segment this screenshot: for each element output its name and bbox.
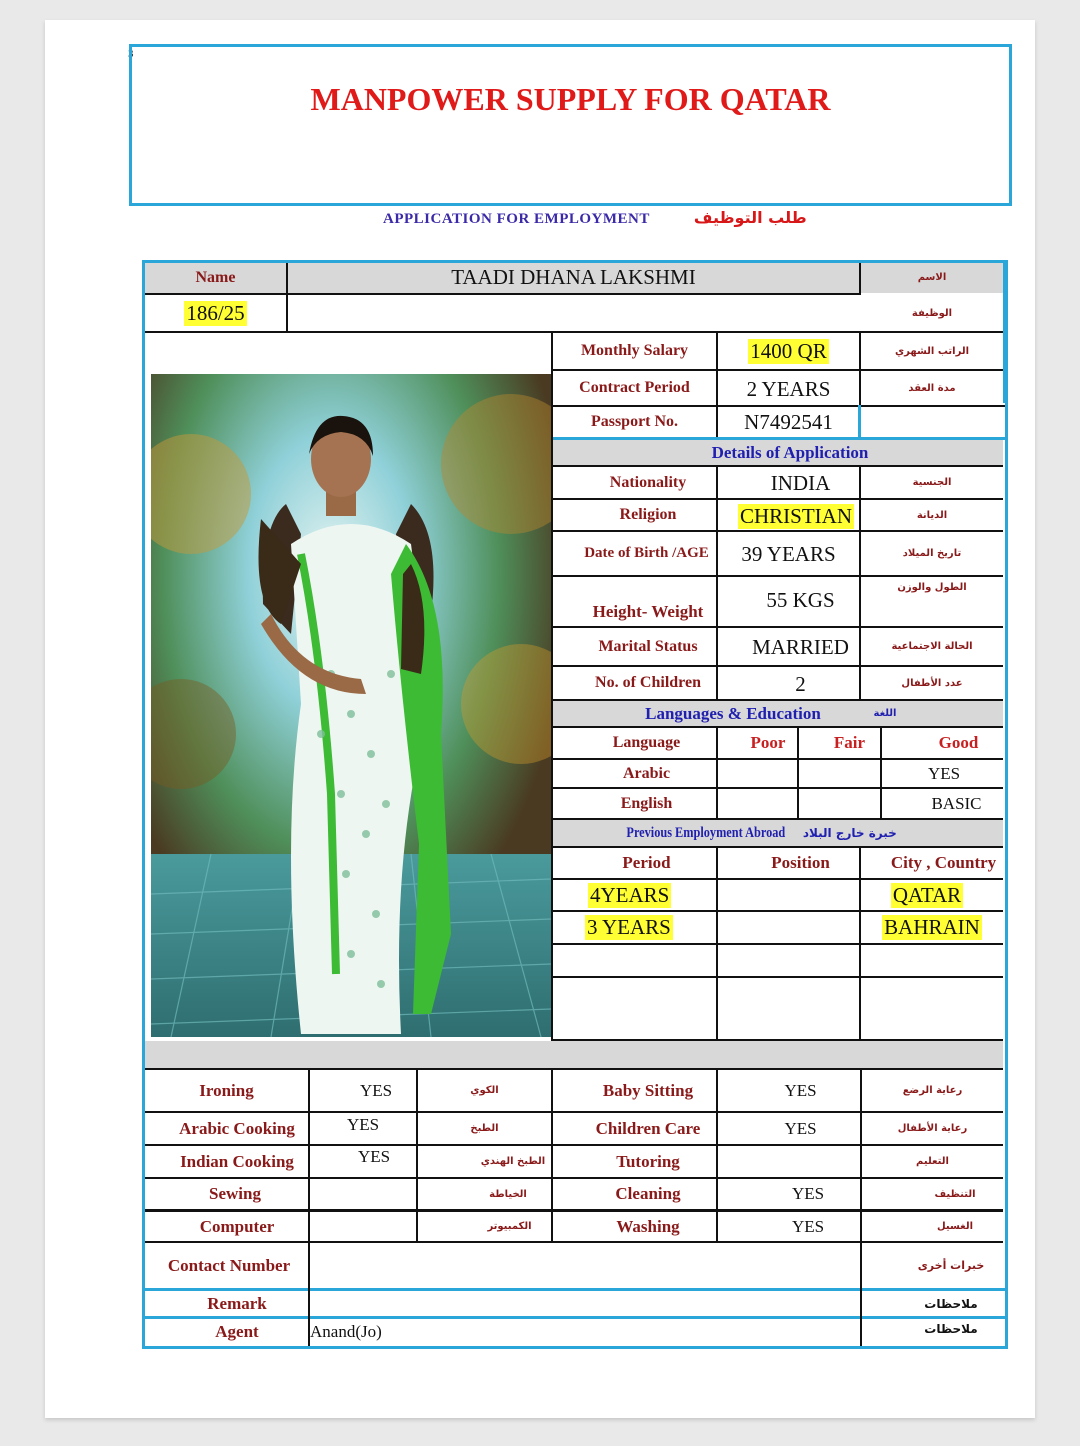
children-label: No. of Children	[595, 674, 701, 691]
height-weight-label: Height- Weight	[592, 601, 704, 621]
skill-tutoring-ar: التعليم	[916, 1156, 949, 1167]
religion-label-ar: الديانة	[916, 509, 948, 521]
page-mark: 3	[128, 48, 134, 60]
dob-label-ar: تاريخ الميلاد	[902, 548, 962, 559]
skill-indian-cooking-ar: الطبخ الهندي	[480, 1156, 546, 1167]
salary-value: 1400 QR	[750, 338, 827, 363]
children-value: 2	[795, 671, 806, 696]
name-label-ar: الاسم	[917, 271, 947, 283]
languages-title-ar: اللغة	[873, 708, 897, 719]
skill-cleaning-ar: التنظيف	[934, 1188, 976, 1200]
skills-separator-band	[145, 1041, 1003, 1068]
nationality-value: INDIA	[770, 471, 831, 495]
skill-baby-sitting-label: Baby Sitting	[602, 1080, 694, 1100]
passport-label: Passport No.	[590, 413, 679, 430]
skill-washing-value: YES	[791, 1216, 825, 1236]
religion-value: CHRISTIAN	[740, 503, 853, 528]
lang-row-arabic: Arabic	[622, 764, 671, 782]
skill-computer-label: Computer	[199, 1216, 275, 1236]
salary-label: Monthly Salary	[580, 342, 689, 359]
prev-row-1-country: QATAR	[892, 882, 962, 907]
prev-col-city-country: City , Country	[890, 853, 997, 872]
skill-baby-sitting-ar: رعاية الرضع	[902, 1085, 963, 1096]
contact-label-ar: خبرات أخرى	[917, 1259, 985, 1272]
children-label-ar: عدد الأطفال	[901, 677, 963, 689]
agent-value: Anand(Jo)	[310, 1321, 382, 1341]
skill-arabic-cooking-label: Arabic Cooking	[179, 1118, 295, 1138]
contract-value: 2 YEARS	[746, 376, 831, 401]
lang-english-good: BASIC	[931, 793, 982, 813]
candidate-photo	[151, 374, 551, 1037]
dob-value: 39 YEARS	[741, 542, 836, 566]
marital-value: MARRIED	[752, 635, 849, 659]
prev-row-2-period: 3 YEARS	[587, 915, 671, 939]
skill-computer-value	[310, 1212, 416, 1241]
details-title: Details of Application	[711, 442, 869, 462]
skill-baby-sitting-value: YES	[784, 1080, 817, 1100]
religion-label: Religion	[619, 506, 677, 523]
skill-ironing-value: YES	[359, 1080, 393, 1100]
height-weight-label-ar: الطول والوزن	[897, 581, 967, 593]
skill-children-care-label: Children Care	[595, 1118, 701, 1138]
skill-indian-cooking-label: Indian Cooking	[180, 1151, 294, 1171]
lang-col-good: Good	[938, 733, 979, 752]
name-label: Name	[195, 269, 236, 286]
skill-sewing-label: Sewing	[209, 1184, 261, 1203]
nationality-label: Nationality	[609, 473, 687, 491]
prev-row-2-country: BAHRAIN	[884, 915, 980, 939]
prev-employment-title: Previous Employment Abroad خبرة خارج البلاد	[626, 824, 897, 841]
skill-tutoring-value	[718, 1146, 883, 1177]
application-title-ar: طلب التوظيف	[693, 208, 807, 227]
skill-washing-label: Washing	[616, 1216, 680, 1236]
agent-label: Agent	[215, 1321, 259, 1341]
skill-ironing-label: Ironing	[199, 1080, 254, 1100]
skill-washing-ar: الغسيل	[936, 1221, 973, 1232]
skill-ironing-ar: الكوي	[470, 1085, 499, 1096]
lang-row-english: English	[620, 794, 673, 812]
remark-label: Remark	[207, 1293, 267, 1313]
skill-sewing-ar: الخياطة	[489, 1188, 527, 1200]
skill-tutoring-label: Tutoring	[616, 1151, 680, 1171]
dob-label: Date of Birth /AGE	[584, 545, 709, 561]
skill-arabic-cooking-value: YES	[346, 1115, 380, 1134]
skill-children-care-value: YES	[784, 1118, 817, 1138]
contract-label: Contract Period	[579, 379, 690, 396]
lang-col-language: Language	[612, 734, 681, 751]
application-title-en: APPLICATION FOR EMPLOYMENT	[383, 211, 650, 227]
skill-sewing-value	[310, 1179, 416, 1209]
ref-number: 186/25	[186, 300, 245, 325]
contract-label-ar: مدة العقد	[908, 382, 956, 394]
lang-col-fair: Fair	[833, 733, 866, 752]
marital-label: Marital Status	[598, 637, 698, 655]
application-heading	[383, 208, 807, 230]
skill-computer-ar: الكمبيوتر	[487, 1221, 532, 1232]
prev-col-period: Period	[622, 853, 671, 872]
marital-label-ar: الحالة الاجتماعية	[891, 641, 973, 652]
remark-label-ar: ملاحظات	[924, 1296, 978, 1311]
skill-arabic-cooking-ar: الطبخ	[470, 1123, 499, 1134]
languages-title: Languages & Education	[645, 703, 821, 723]
position-label-ar: الوظيفة	[911, 307, 953, 319]
height-weight-value: 55 KGS	[766, 588, 835, 612]
skill-cleaning-value: YES	[791, 1184, 825, 1203]
prev-row-1-period: 4YEARS	[590, 882, 670, 907]
salary-label-ar: الراتب الشهري	[895, 345, 969, 357]
passport-value: N7492541	[744, 409, 833, 434]
agency-title: MANPOWER SUPPLY FOR QATAR	[310, 81, 831, 117]
nationality-label-ar: الجنسية	[912, 477, 952, 488]
skill-cleaning-label: Cleaning	[615, 1184, 681, 1203]
lang-arabic-good: YES	[927, 763, 961, 783]
contact-number-label: Contact Number	[167, 1255, 291, 1275]
lang-col-poor: Poor	[750, 733, 786, 752]
skill-indian-cooking-value: YES	[357, 1147, 391, 1166]
name-value: TAADI DHANA LAKSHMI	[451, 264, 696, 289]
skill-children-care-ar: رعاية الأطفال	[897, 1123, 968, 1134]
prev-col-position: Position	[771, 853, 830, 872]
header-box	[129, 44, 1012, 206]
agent-label-ar: ملاحظات	[924, 1322, 978, 1336]
